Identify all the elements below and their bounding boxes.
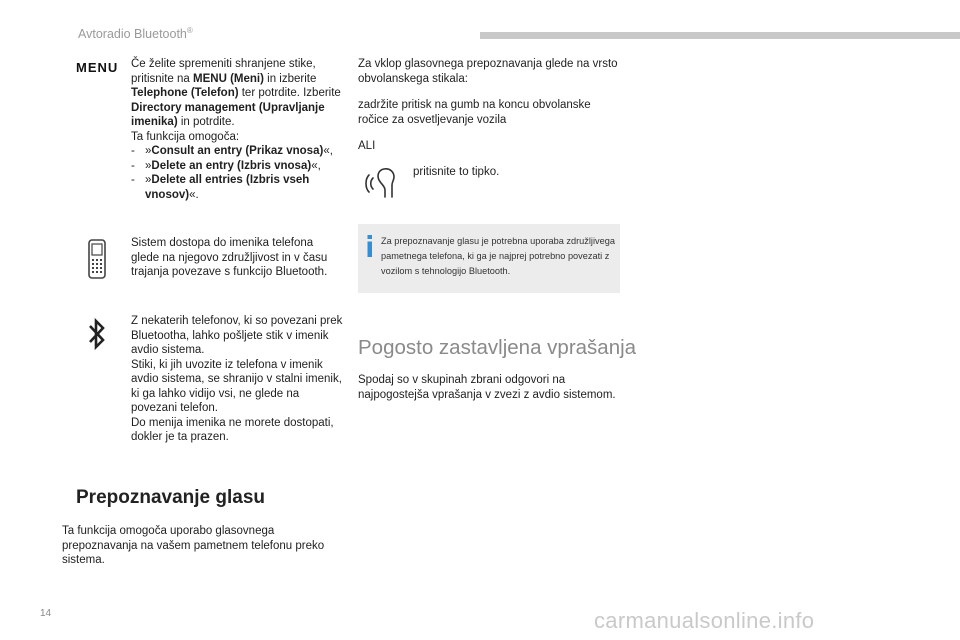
faq-title: Pogosto zastavljena vprašanja [358,336,637,359]
registered-mark: ® [186,26,193,35]
bluetooth-icon [87,317,107,351]
section-intro: Ta funkcija omogoča uporabo glasovnega prepoznavanja na vašem pametnem telefonu preko sistema. [62,525,325,566]
info-note-text: Za prepoznavanje glasu je potrebna uporaba združljivega pametnega telefona, ki ga je najprej potrebno povezati z vozilom s tehnologijo Bluetooth. [381,236,615,276]
press-button-text: pritisnite to tipko. [413,166,500,178]
list-item-label: Consult an entry (Prikaz vnosa) [151,145,324,157]
p1-text-e: Ta funkcija omogoča: [131,130,240,143]
p1-text-a: Če želite spremeniti shranjene stike, pritisnite na [131,58,316,85]
quote-open: » [145,159,152,172]
faq-intro: Spodaj so v skupinah zbrani odgovori na najpogostejša vprašanja v zvezi z avdio sistemom. [358,374,616,401]
info-note [358,224,620,293]
phonebook-access-text: Sistem dostopa do imenika telefona glede na njegovo združljivost in v času trajanja povezave s funkcijo Bluetooth. [131,237,328,278]
or-label: ALI [358,140,376,152]
contact-transfer-line: Z nekaterih telefonov, ki so povezani prek Bluetootha, lahko pošljete stik v imenik avdio sistema. [131,315,343,356]
voice-command-icon [364,166,404,200]
quote-close: «. [189,188,199,201]
contact-transfer-line: Do menija imenika ne morete dostopati, dokler je ta prazen. [131,416,334,443]
list-item-label: Delete an entry (Izbris vnosa) [151,159,312,172]
site-watermark: carmanualsonline.info [594,608,815,633]
list-item [131,144,343,159]
header-bar [480,32,960,39]
voice-activation-intro: Za vklop glasovnega prepoznavanja glede na vrsto obvolanskega stikala: [358,58,618,85]
info-icon [366,235,374,257]
contact-transfer-text [131,314,343,445]
menu-button-icon: MENU [76,60,119,75]
quote-open: » [145,174,152,186]
section-title: Prepoznavanje glasu [76,487,266,508]
menu-keyword: MENU (Meni) [193,72,264,85]
directory-instructions [131,57,343,202]
dash: - [131,159,135,172]
contact-transfer-line: Stiki, ki jih uvozite iz telefona v imenik avdio sistema, se shranijo v stalni imenik, ki ga lahko vidijo vsi, ne glede na povezani telefon. [131,358,342,414]
dash: - [131,145,135,157]
dash: - [131,174,135,186]
running-header [78,26,193,41]
voice-activation-hold: zadržite pritisk na gumb na koncu obvolanske ročice za osvetljevanje vozila [358,99,591,126]
directory-keyword: Directory management (Upravljanje imenika) [131,101,325,128]
list-item-label: Delete all entries (Izbris vseh vnosov) [145,174,310,201]
p1-text-c: ter potrdite. Izberite [238,87,341,99]
list-item [131,173,343,202]
p1-text-d: in potrdite. [177,116,235,128]
quote-close: «, [311,159,321,172]
quote-open: » [145,145,152,157]
function-list [131,144,343,202]
quote-close: «, [323,145,333,157]
page-number: 14 [40,608,52,619]
running-header-text: Avtoradio Bluetooth [78,27,187,42]
phone-icon [86,239,108,279]
telephone-keyword: Telephone (Telefon) [131,87,239,99]
list-item [131,159,343,174]
p1-text-b: in izberite [263,72,317,85]
